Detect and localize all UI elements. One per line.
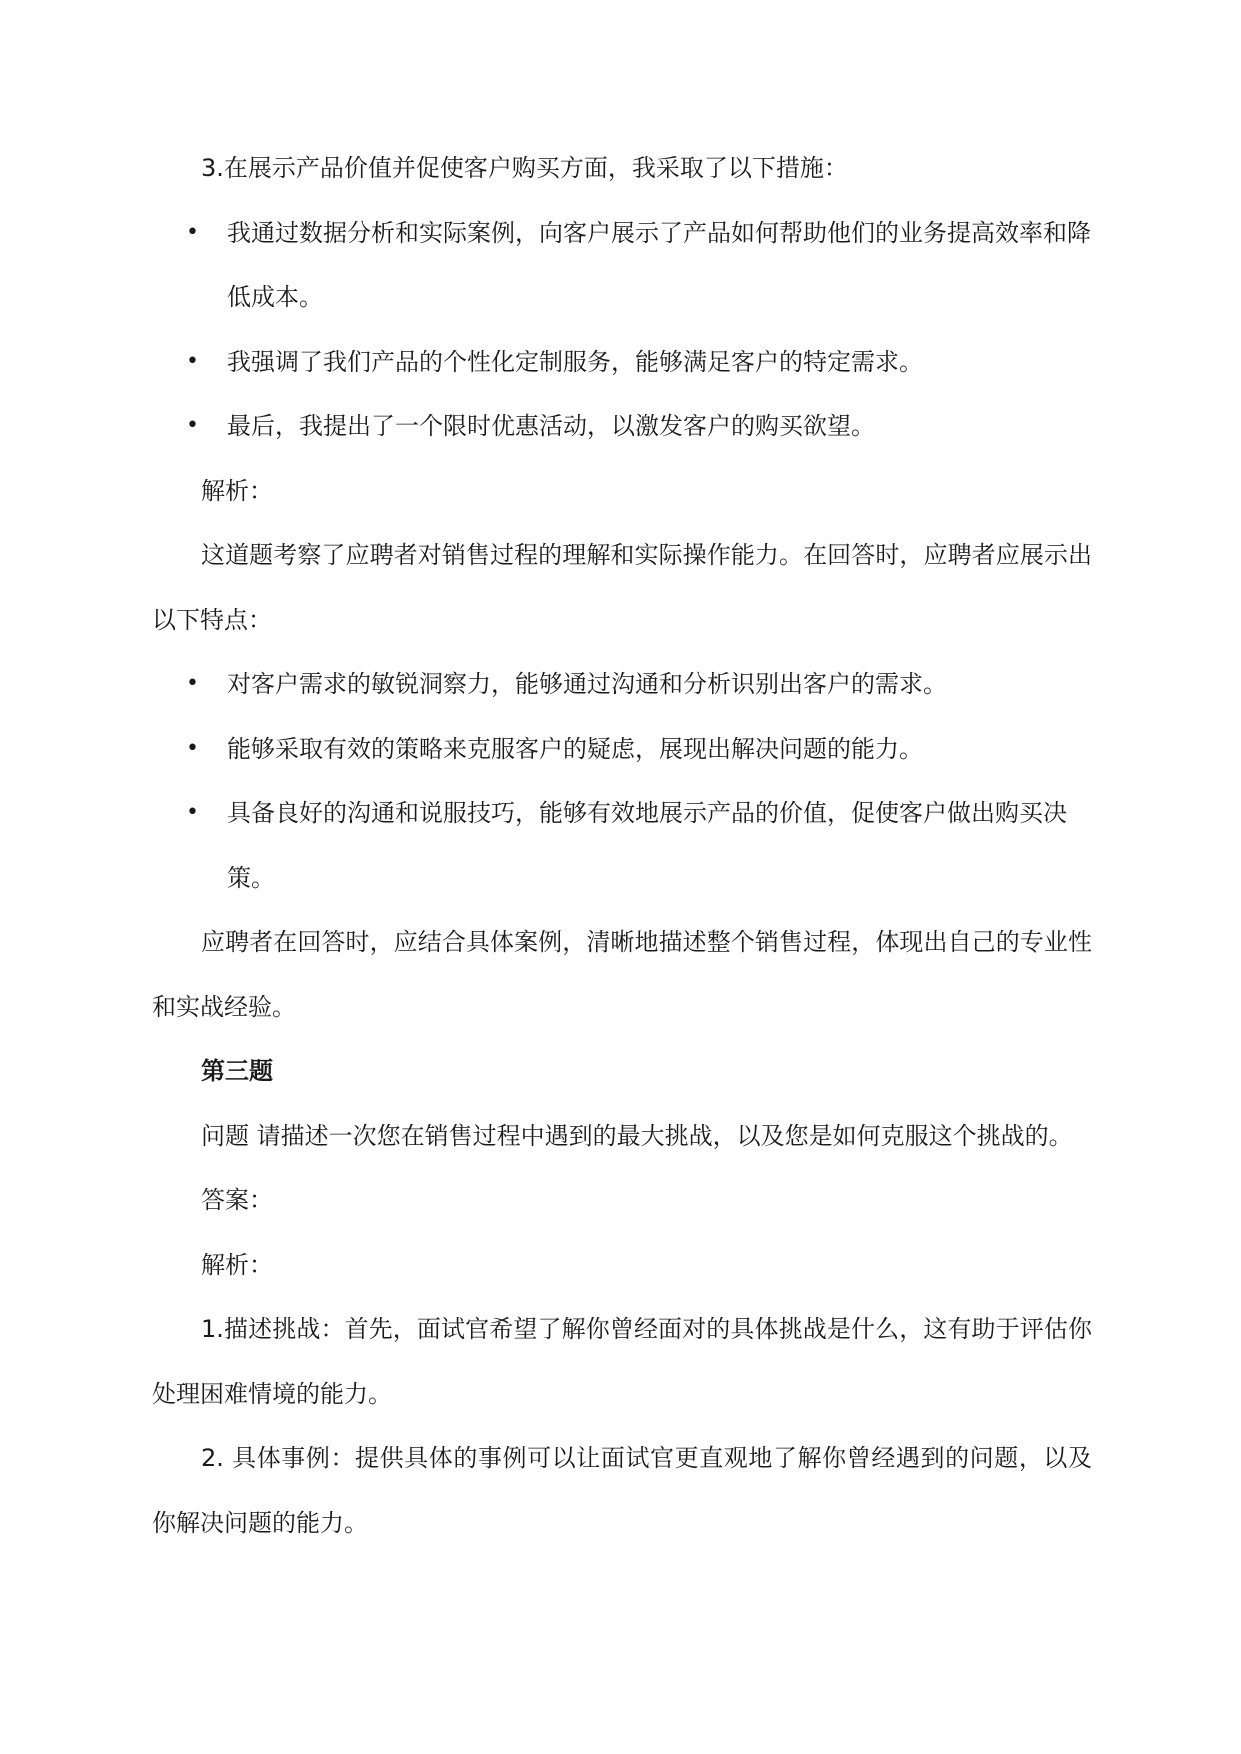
list-item-text: 我通过数据分析和实际案例，向客户展示了产品如何帮助他们的业务提高效率和降低成本。 xyxy=(227,218,1091,311)
list-item xyxy=(152,781,1092,910)
bullet-icon: • xyxy=(186,413,199,438)
list-item-text: 我强调了我们产品的个性化定制服务，能够满足客户的特定需求。 xyxy=(227,347,923,376)
paragraph-answer-advice: 应聘者在回答时，应结合具体案例，清晰地描述整个销售过程，体现出自己的专业性和实战经验。 xyxy=(152,928,1092,1021)
list-item xyxy=(152,394,1092,459)
measures-list xyxy=(152,201,1092,459)
paragraph-answer-label: 答案： xyxy=(201,1186,273,1214)
list-item-text: 对客户需求的敏锐洞察力，能够通过沟通和分析识别出客户的需求。 xyxy=(227,670,947,698)
bullet-icon: • xyxy=(186,348,199,374)
list-item xyxy=(152,201,1092,330)
bullet-icon: • xyxy=(186,735,199,761)
paragraph-analysis-label-2: 解析： xyxy=(201,1250,273,1279)
paragraph-measures-intro: 3.在展示产品价值并促使客户购买方面，我采取了以下措施： xyxy=(201,154,848,182)
bullet-icon: • xyxy=(186,219,199,245)
paragraph-question: 问题 请描述一次您在销售过程中遇到的最大挑战，以及您是如何克服这个挑战的。 xyxy=(201,1121,1073,1150)
document-body xyxy=(152,136,1092,1555)
paragraph-point-1: 1.描述挑战：首先，面试官希望了解你曾经面对的具体挑战是什么，这有助于评估你处理困难情境的能力。 xyxy=(152,1315,1092,1408)
list-item-text: 能够采取有效的策略来克服客户的疑虑，展现出解决问题的能力。 xyxy=(227,734,923,763)
traits-list xyxy=(152,652,1092,910)
list-item xyxy=(152,717,1092,782)
paragraph-point-2: 2. 具体事例：提供具体的事例可以让面试官更直观地了解你曾经遇到的问题，以及你解决问题的能力。 xyxy=(152,1444,1092,1537)
paragraph-analysis-label: 解析： xyxy=(201,476,273,505)
section-heading: 第三题 xyxy=(201,1057,273,1085)
paragraph-analysis-text: 这道题考察了应聘者对销售过程的理解和实际操作能力。在回答时，应聘者应展示出以下特点： xyxy=(152,541,1092,634)
list-item-text: 具备良好的沟通和说服技巧，能够有效地展示产品的价值，促使客户做出购买决策。 xyxy=(227,799,1067,892)
list-item xyxy=(152,330,1092,395)
bullet-icon: • xyxy=(186,800,199,825)
list-item xyxy=(152,652,1092,717)
bullet-icon: • xyxy=(186,671,199,696)
list-item-text: 最后，我提出了一个限时优惠活动，以激发客户的购买欲望。 xyxy=(227,412,875,440)
